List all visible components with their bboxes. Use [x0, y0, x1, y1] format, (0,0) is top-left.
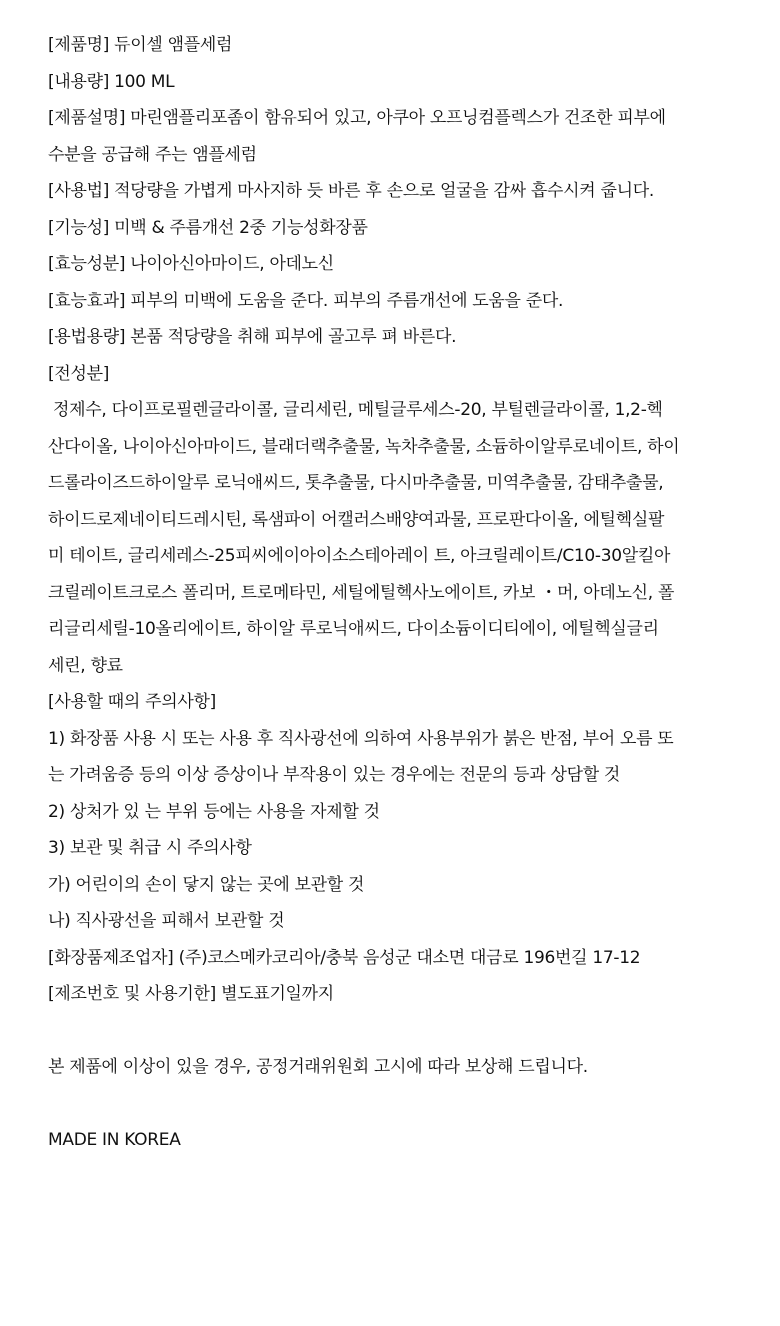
lot-expiry-line: [제조번호 및 사용기한] 별도표기일까지	[48, 984, 334, 1004]
ingredients-line-5: 미 테이트, 글리세레스-25피씨에이아이소스테아레이 트, 아크릴레이트/C10-30알킬아	[48, 546, 671, 566]
origin-line: MADE IN KOREA	[48, 1130, 181, 1150]
ingredients-line-7: 리글리세릴-10올리에이트, 하이알 루로닉애씨드, 다이소듐이디티에이, 에틸헥실글리	[48, 619, 659, 639]
ingredients-line-8: 세린, 향료	[48, 655, 123, 676]
precaution-3a: 가) 어린이의 손이 닿지 않는 곳에 보관할 것	[48, 874, 365, 895]
precaution-2: 2) 상처가 있 는 부위 등에는 사용을 자제할 것	[48, 801, 380, 822]
ingredients-line-1: 정제수, 다이프로필렌글라이콜, 글리세린, 메틸글루세스-20, 부틸렌글라이콜, 1,2-헥	[53, 400, 663, 420]
precaution-1-line-2: 는 가려움증 등의 이상 증상이나 부작용이 있는 경우에는 전문의 등과 상담할 것	[48, 765, 621, 785]
precaution-3b: 나) 직사광선을 피해서 보관할 것	[48, 911, 285, 931]
usage-line: [사용법] 적당량을 가볍게 마사지하 듯 바른 후 손으로 얼굴을 감싸 흡수시켜 줍니다.	[48, 181, 654, 201]
ingredients-line-6: 크릴레이트크로스 폴리머, 트로메타민, 세틸에틸헥사노에이트, 카보 ・머, 아데노신, 폴	[48, 582, 675, 603]
compensation-notice: 본 제품에 이상이 있을 경우, 공정거래위원회 고시에 따라 보상해 드립니다.	[48, 1057, 588, 1077]
product-name-line: [제품명] 듀이셀 앰플세럼	[48, 35, 233, 55]
functionality-line: [기능성] 미백 & 주름개선 2중 기능성화장품	[48, 217, 368, 238]
product-info-document	[48, 27, 748, 1159]
precautions-heading: [사용할 때의 주의사항]	[48, 692, 216, 712]
blank-spacer	[48, 1086, 748, 1123]
precaution-1-line-1: 1) 화장품 사용 시 또는 사용 후 직사광선에 의하여 사용부위가 붉은 반점, 부어 오름 또	[48, 728, 674, 749]
efficacy-line: [효능효과] 피부의 미백에 도움을 준다. 피부의 주름개선에 도움을 준다.	[48, 290, 564, 311]
active-ingredients-line: [효능성분] 나이아신아마이드, 아데노신	[48, 254, 334, 274]
description-line-1: [제품설명] 마린앰플리포좀이 함유되어 있고, 아쿠아 오프닝컴플렉스가 건조한 피부에	[48, 108, 666, 128]
ingredients-line-3: 드롤라이즈드하이알루 로닉애씨드, 톳추출물, 다시마추출물, 미역추출물, 감태추출물,	[48, 473, 664, 493]
description-line-2: 수분을 공급해 주는 앰플세럼	[48, 144, 257, 165]
ingredients-line-2: 산다이올, 나이아신아마이드, 블래더랙추출물, 녹차추출물, 소듐하이알루로네이트, 하이	[48, 436, 680, 457]
ingredients-heading: [전성분]	[48, 363, 110, 384]
manufacturer-line: [화장품제조업자] (주)코스메카코리아/충북 음성군 대소면 대금로 196번길 17-12	[48, 947, 641, 968]
volume-line: [내용량] 100 ML	[48, 71, 175, 92]
precaution-3: 3) 보관 및 취급 시 주의사항	[48, 838, 252, 858]
dosage-line: [용법용량] 본품 적당량을 취해 피부에 골고루 펴 바른다.	[48, 327, 457, 347]
blank-spacer	[48, 1013, 748, 1050]
ingredients-line-4: 하이드로제네이티드레시틴, 록샘파이 어캘러스배양여과물, 프로판다이올, 에틸헥실팔	[48, 509, 665, 530]
